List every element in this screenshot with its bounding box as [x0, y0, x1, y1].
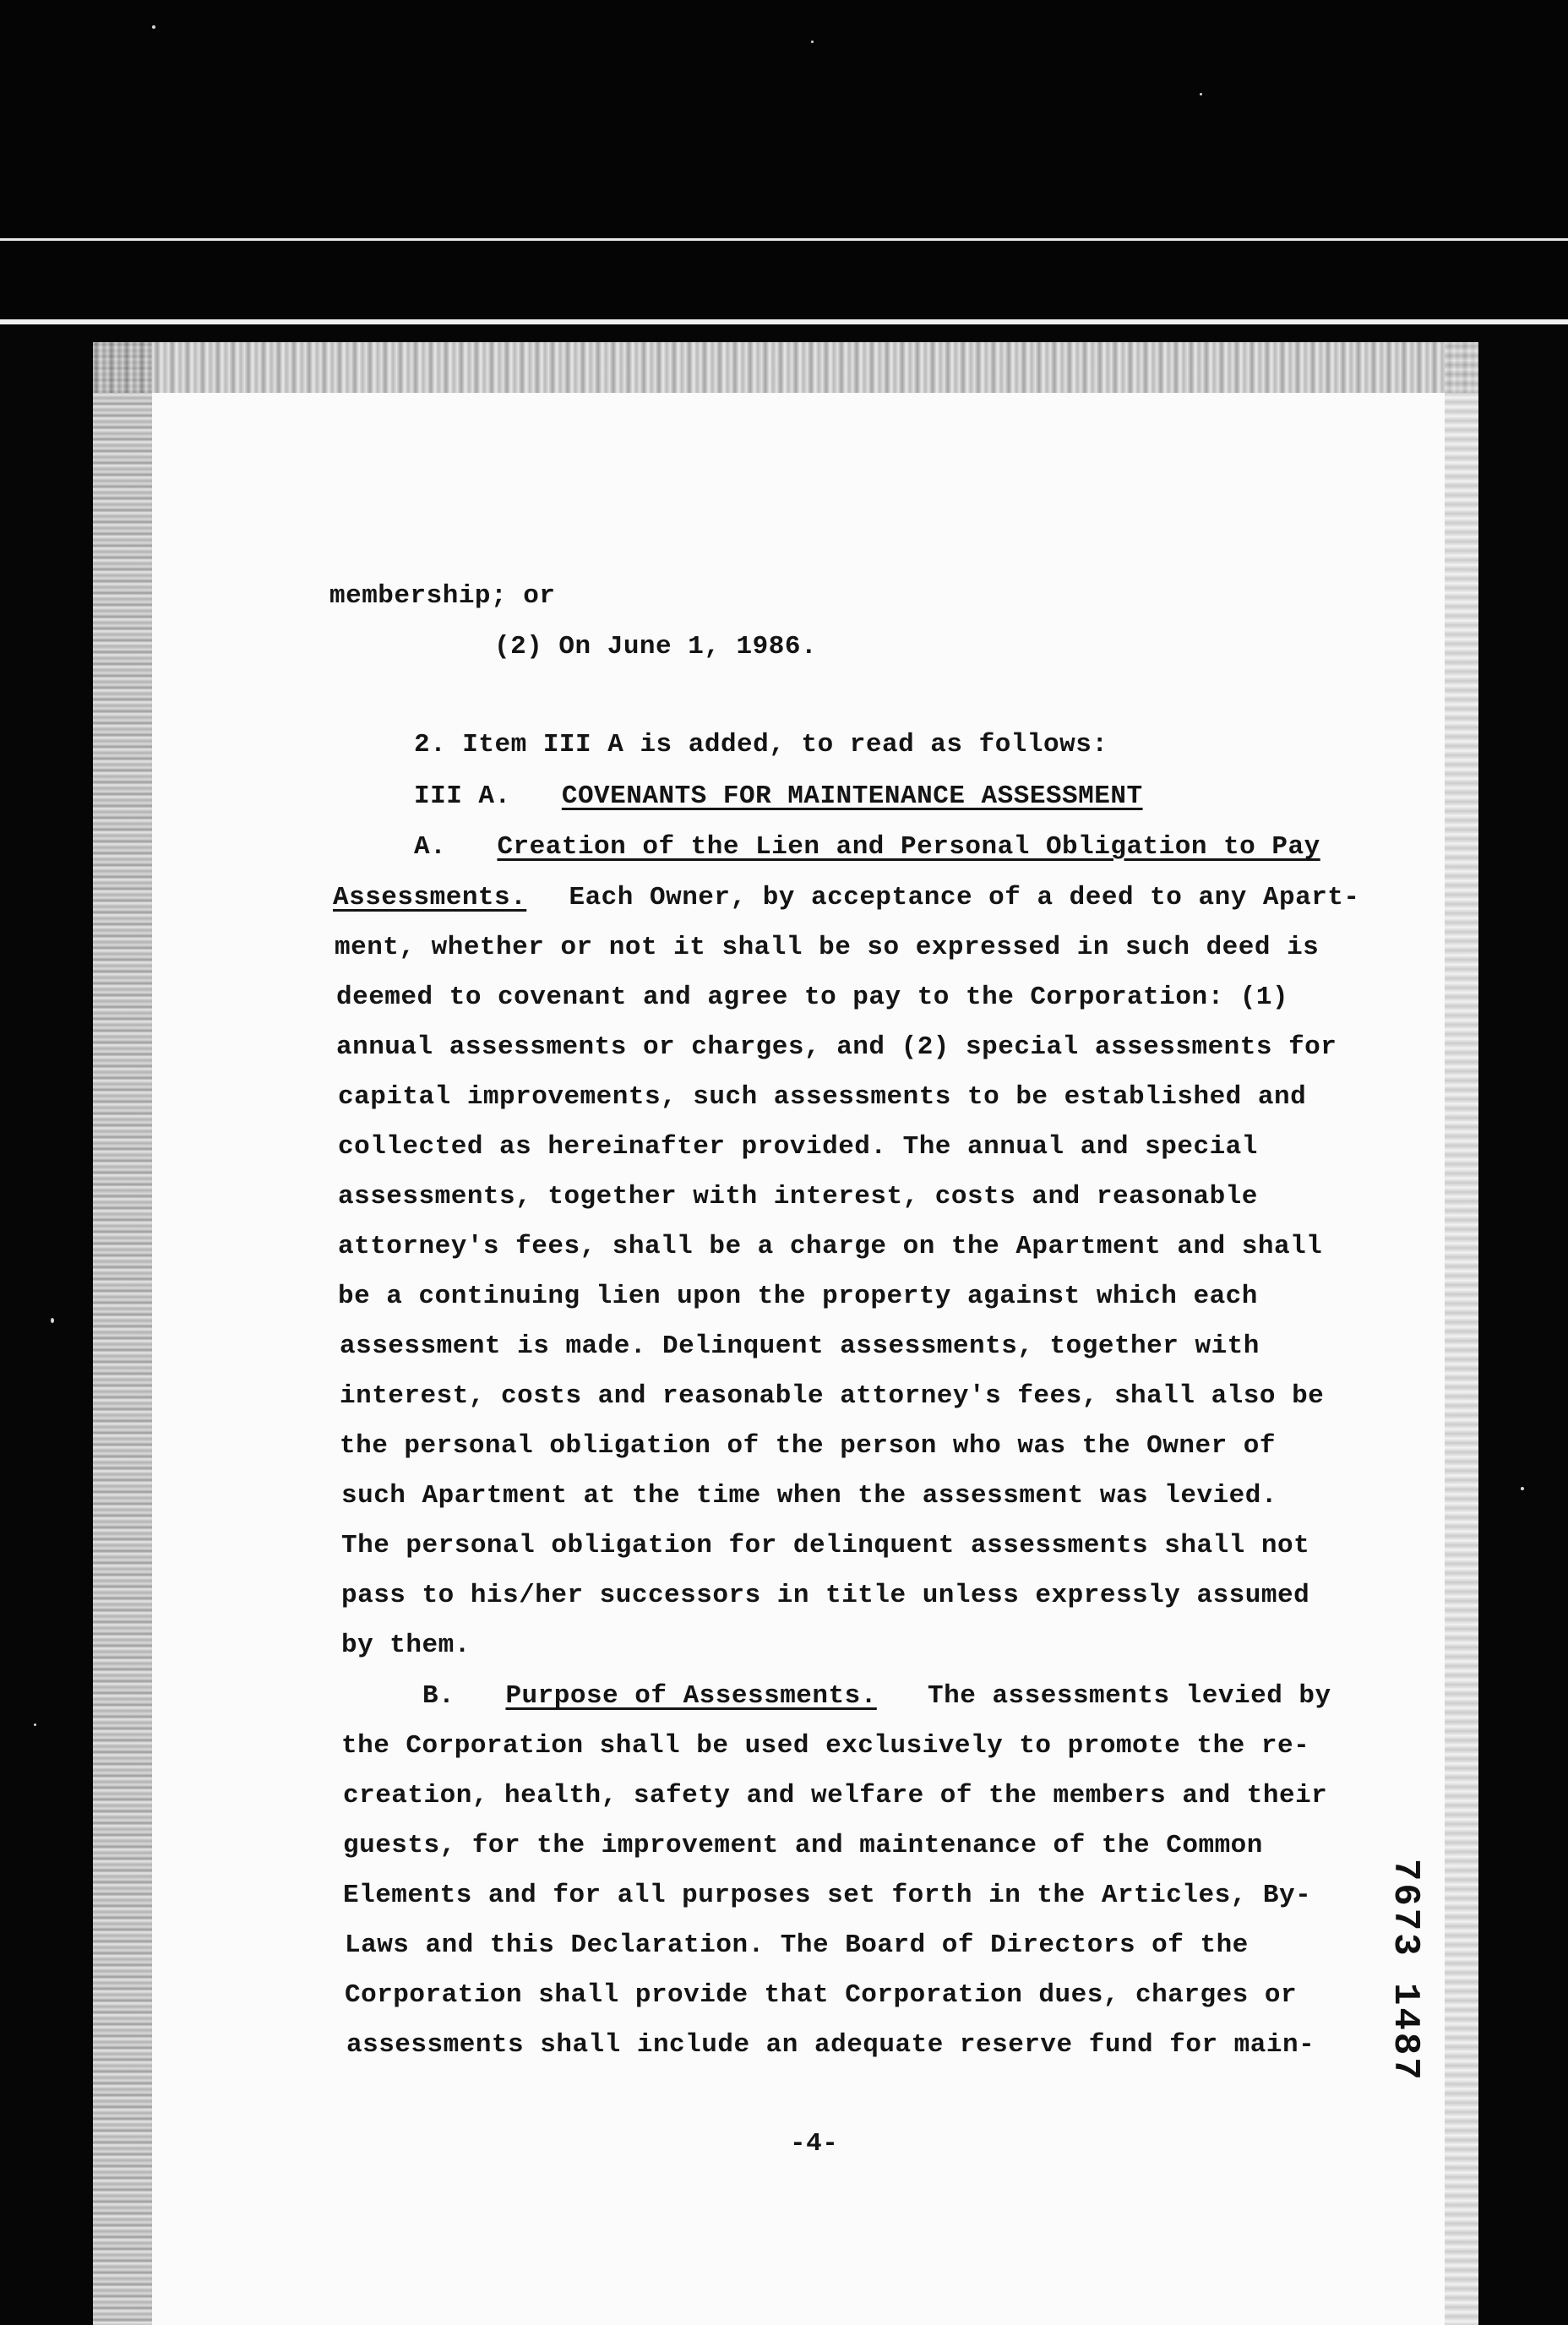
paragraph-b-heading	[422, 1681, 1331, 1711]
scan-speck	[1521, 1487, 1524, 1490]
text-line: pass to his/her successors in title unless expressly assumed	[341, 1581, 1310, 1610]
scanner-rule-line	[0, 319, 1568, 324]
scan-speck	[152, 25, 155, 29]
text-line: the Corporation shall be used exclusively to promote the re-	[341, 1731, 1310, 1761]
text-line: assessment is made. Delinquent assessments, together with	[340, 1331, 1260, 1361]
text-line: annual assessments or charges, and (2) special assessments for	[336, 1032, 1337, 1062]
text-line: capital improvements, such assessments to be established and	[338, 1082, 1307, 1112]
text-line	[333, 883, 1360, 912]
text-line: Each Owner, by acceptance of a deed to any Apart-	[569, 883, 1360, 912]
text-line: deemed to covenant and agree to pay to the Corporation: (1)	[336, 983, 1289, 1012]
scan-noise-left	[93, 342, 152, 2325]
text-line: guests, for the improvement and maintenance of the Common	[343, 1831, 1263, 1860]
text-line: such Apartment at the time when the assessment was levied.	[341, 1481, 1277, 1511]
paragraph-title: Assessments.	[333, 883, 527, 912]
text-line: Corporation shall provide that Corporation dues, charges or	[345, 1980, 1298, 2010]
item-heading: 2. Item III A is added, to read as follows:	[414, 730, 1108, 760]
text-line: Laws and this Declaration. The Board of Directors of the	[345, 1930, 1249, 1960]
text-line: Elements and for all purposes set forth in the Articles, By-	[343, 1881, 1312, 1910]
text-line: collected as hereinafter provided. The annual and special	[338, 1132, 1258, 1162]
page-number: -4-	[790, 2129, 839, 2159]
paragraph-title: Purpose of Assessments.	[505, 1681, 877, 1711]
section-number: III A.	[414, 781, 511, 811]
scan-noise-right	[1445, 342, 1478, 2325]
scan-speck	[811, 41, 814, 43]
text-line: The assessments levied by	[928, 1681, 1331, 1711]
paragraph-title: Creation of the Lien and Personal Obligation to Pay	[497, 832, 1320, 862]
text-line: be a continuing lien upon the property against which each	[338, 1282, 1258, 1311]
scan-speck	[34, 1723, 36, 1726]
scanner-border-top	[0, 0, 1568, 321]
text-line: attorney's fees, shall be a charge on the Apartment and shall	[338, 1232, 1323, 1261]
text-line: by them.	[341, 1631, 471, 1660]
text-line: interest, costs and reasonable attorney's fees, shall also be	[340, 1381, 1325, 1411]
text-line: creation, health, safety and welfare of the members and their	[343, 1781, 1328, 1810]
scan-noise-top	[93, 342, 1478, 393]
margin-stamp: 7673 1487	[1384, 1859, 1426, 2083]
text-line: membership; or	[329, 581, 556, 611]
paragraph-label: A.	[414, 832, 447, 862]
section-heading	[414, 781, 1143, 811]
text-line: assessments, together with interest, costs and reasonable	[338, 1182, 1258, 1212]
text-line: the personal obligation of the person who was the Owner of	[340, 1431, 1276, 1461]
paragraph-label: B.	[422, 1681, 455, 1711]
paragraph-a-heading	[414, 832, 1320, 862]
text-line: ment, whether or not it shall be so expressed in such deed is	[335, 933, 1320, 962]
text-line: (2) On June 1, 1986.	[494, 632, 818, 662]
text-line: assessments shall include an adequate reserve fund for main-	[346, 2030, 1315, 2060]
scan-speck	[1200, 93, 1202, 95]
section-title: COVENANTS FOR MAINTENANCE ASSESSMENT	[561, 781, 1143, 811]
text-line: The personal obligation for delinquent assessments shall not	[341, 1531, 1310, 1560]
scan-speck	[51, 1318, 54, 1323]
scanner-rule-line	[0, 238, 1568, 241]
